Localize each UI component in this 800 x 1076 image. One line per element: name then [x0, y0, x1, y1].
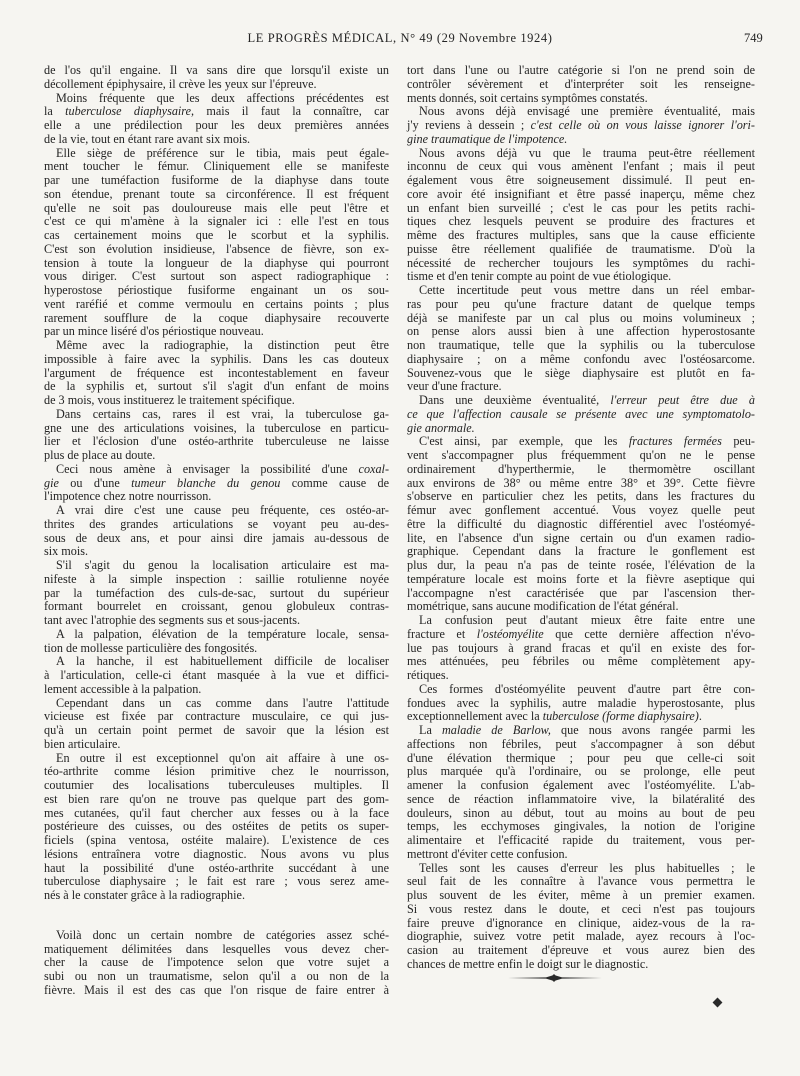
running-header: LE PROGRÈS MÉDICAL, N° 49 (29 Novembre 1924) [247, 31, 553, 45]
text-line: tension à toute la longueur de la diaphyse qui pourront [44, 255, 389, 270]
emphasis: l'erreur peut être due à [610, 393, 755, 407]
text-line: lite, en l'absence d'un signe certain ou d'un examen radio- [407, 530, 755, 545]
text-line: casion au traitement d'épreuve et vous aurez bien des [407, 943, 755, 957]
page-number: 749 [744, 31, 763, 45]
text-line: plus de place au doute. [44, 448, 156, 462]
text-line: thrites des grandes articulations se voyant peu au-des- [44, 516, 389, 531]
text-line: Nous avons déjà envisagé une première éventualité, mais [419, 104, 755, 119]
text-line: Cependant dans un cas comme dans l'autre l'attitude [56, 695, 389, 710]
text-line: sous de deux ans, et pour ainsi dire jamais au-dessous de [44, 530, 389, 545]
text-line [407, 394, 755, 408]
text-line [44, 463, 389, 477]
text-line: temps, les ecchymoses gingivales, la notion de l'origine [407, 819, 755, 834]
text-line: veur d'une fracture. [407, 379, 502, 394]
text-line: lier et l'éclosion d'une ostéo-arthrite tuberculeuse ne laisse [44, 434, 389, 449]
text-line: tant avec l'atrophie des segments sus et sous-jacents. [44, 613, 301, 627]
text-line [407, 422, 755, 436]
text-line: un enfant bien surveillé ; c'est le cas pour les petits rachi- [407, 200, 755, 215]
text-segment: exceptionnellement avec la [407, 709, 543, 724]
text-line: tion de mollesse particulière des fongosités. [44, 640, 258, 655]
text-segment: j'y reviens à dessein ; [407, 118, 531, 132]
paragraph [407, 614, 755, 683]
section-end-ornament [506, 973, 602, 983]
text-line: rétiques. [407, 668, 449, 682]
text-line: haut la possibilité d'une ostéo-arthrite succédant à une [44, 860, 389, 875]
text-segment: comme cause de [280, 475, 389, 490]
text-line [44, 477, 389, 491]
text-line: rarement soufflure de la coque diaphysaire recouverte [44, 310, 389, 325]
text-line: être la difficulté du diagnostic différentiel avec l'ostéomyé- [407, 516, 755, 531]
text-line: bien articulaire. [44, 736, 121, 751]
text-segment: la [44, 104, 66, 119]
text-line: affections non fébriles, peut s'accompagner à son début [407, 736, 755, 751]
text-line: Dans certains cas, rares il est vrai, la tuberculose ga- [56, 406, 389, 421]
emphasis: c'est celle où on vous laisse ignorer l'ori- [530, 118, 755, 132]
paragraph [407, 683, 755, 724]
text-line: même des fractures multiples, sans que la cause efficiente [407, 228, 755, 242]
text-line: sence de réaction inflammatoire vive, la bilatéralité des [407, 791, 755, 806]
text-line: plus souvent de les éviter, même à un premier examen. [407, 888, 755, 902]
text-line: nécessité de rechercher toujours les symptômes du rachi- [407, 255, 755, 270]
text-line: Telles sont les causes d'erreur les plus habituelles ; le [419, 860, 755, 875]
text-line: cas certainement moins que le scorbut et la syphilis. [44, 228, 389, 242]
text-line [44, 105, 389, 119]
text-segment: Dans une deuxième éventualité, [419, 393, 611, 407]
paragraph [407, 64, 755, 105]
paragraph [44, 463, 389, 504]
text-line: amener la confusion également avec l'ostéomyélite. L'ab- [407, 778, 755, 792]
paragraph [44, 559, 389, 628]
text-line: de la syphilis et, surtout s'il s'agit d'un enfant de moins [44, 379, 389, 394]
text-line: nifeste à la simple inspection : saillie rotulienne noyée [44, 571, 389, 586]
text-line: d'une élévation thermique ; pour peu que celle-ci soit [407, 750, 755, 765]
text-line: fièvre. Mais il est des cas que l'on risque de faire entrer à [44, 982, 389, 997]
text-line: Cette incertitude peut vous mettre dans un réel embar- [419, 283, 755, 297]
text-line: Souvenez-vous que le siège diaphysaire est plutôt en fa- [407, 365, 755, 380]
emphasis: gie [44, 475, 59, 490]
text-line: aux environs de 38° ou même entre 38° et 39°. Cette fièvre [407, 475, 755, 490]
text-line [407, 710, 755, 724]
text-line: tisme et d'en tenir compte au point de vue étiologique. [407, 269, 672, 284]
text-line: qu'elle ne soit pas douloureuse mais elle peut l'être et [44, 200, 389, 215]
text-line [407, 724, 755, 738]
text-line [407, 435, 755, 449]
emphasis: maladie de Barlow, [441, 723, 551, 737]
text-line: S'il s'agit du genou la localisation articulaire est ma- [56, 558, 389, 572]
paragraph [44, 504, 389, 559]
paragraph [407, 435, 755, 614]
text-line [407, 119, 755, 133]
text-line: téo-arthrite comme lésion primitive chez le nourrisson, [44, 764, 389, 779]
text-line: diaphysaire ; on a même confondu avec l'ostéosarcome. [407, 351, 755, 366]
text-line: non traumatique, telle que la syphilis ou la tuberculose [407, 338, 755, 352]
text-line: de l'os qu'il engaine. Il va sans dire que lorsqu'il existe un [44, 63, 389, 77]
text-line: cher la cause de l'impotence selon que votre sujet a [44, 955, 389, 970]
text-line: tuberculose diaphysaire ; le fait est rare ; vous serez ame- [44, 874, 389, 889]
text-line: nés à le constater grâce à la radiographie. [44, 888, 245, 902]
paragraph [407, 724, 755, 862]
text-line: six mois. [44, 544, 89, 559]
text-line: son étendue, prenant toute sa circonférence. Il est fréquent [44, 186, 389, 201]
text-line: s'observe en particulier chez les petits, dans les fractures du [407, 489, 755, 504]
diamond-mark [713, 998, 723, 1008]
text-line: Voilà donc un certain nombre de catégories assez sché- [56, 927, 389, 942]
text-line: Nous avons déjà vu que le trauma peut-être réellement [419, 145, 755, 160]
paragraph [44, 628, 389, 656]
text-line: ficiels (spina ventosa, ostéite malaire). L'existence de ces [44, 833, 389, 847]
text-line: matiquement délimitées dans lesquelles vous devez cher- [44, 941, 389, 956]
text-line: température locale est moins forte et la fièvre aseptique qui [407, 571, 755, 586]
text-line: impossible à faire avec la syphilis. Dans les cas douteux [44, 351, 389, 366]
text-line [407, 133, 755, 147]
text-line: ments donnés, soit certains symptômes constatés. [407, 90, 648, 105]
text-line: par la tuméfaction des culs-de-sac, surtout du supérieur [44, 585, 389, 600]
text-segment: La [419, 723, 442, 737]
text-line: Ces formes d'ostéomyélite peuvent d'autre part être con- [419, 681, 755, 696]
text-line: A la hanche, il est habituellement difficile de localiser [56, 654, 389, 669]
paragraph [44, 752, 389, 903]
text-line: douleurs, sinon au début, tout au moins au bout de peu [407, 805, 755, 820]
text-segment: C'est ainsi, par exemple, que les [419, 434, 629, 449]
paragraph [407, 862, 755, 972]
paragraph [407, 147, 755, 285]
text-segment: mais il faut la connaître, car [194, 104, 389, 119]
paragraph [44, 408, 389, 463]
paragraph [44, 92, 389, 147]
emphasis: tuberculose (forme diaphysaire) [542, 709, 699, 724]
text-line: Elle siège de préférence sur le tibia, mais peut égale- [56, 145, 389, 160]
text-line [407, 408, 755, 422]
text-line: l'impotence chez notre nourrisson. [44, 489, 212, 504]
text-segment: que cette dernière affection n'évo- [543, 626, 755, 641]
text-line: vicieuse est fixée par contracture musculaire, ce qui jus- [44, 709, 389, 724]
text-line: déjà se manifeste par un cal plus ou moins volumineux ; [407, 310, 755, 325]
emphasis: gine traumatique de l'impotence. [407, 131, 568, 146]
text-line: mes cutanées, qu'il faut chercher aux fesses ou à la face [44, 805, 389, 820]
text-line: plus dur, la peau n'a pas de teinte rosée, l'élévation de la [407, 558, 755, 572]
emphasis: fractures fermées [628, 434, 722, 449]
text-line: fémur avec gonflement accentué. Vous voyez quelle peut [407, 503, 755, 517]
text-line: contrôler sévèrement et d'interpréter soit les renseigne- [407, 76, 755, 91]
text-line: c'est ce qui m'amène à la signaler ici : elle l'est en tous [44, 214, 389, 229]
text-line: En outre il est exceptionnel qu'on ait affaire à une os- [56, 750, 389, 765]
text-line: qu'à un certain point permet de savoir que la lésion est [44, 723, 389, 737]
right-column [407, 64, 755, 972]
text-line: gne une des articulations voisines, la tuberculose en particu- [44, 420, 389, 435]
text-line: ras pour peu qu'une fracture datant de quelque temps [407, 296, 755, 311]
text-line: également vous être soigneusement dissimulé. Il peut en- [407, 173, 755, 187]
text-line: inconnu de ceux qui vous amènent l'enfant ; mais il peut [407, 159, 755, 174]
text-line: formant bourrelet en croissant, genou globuleux contras- [44, 599, 389, 614]
text-line: Même avec la radiographie, la distinction peut être [56, 338, 389, 352]
text-segment: . [698, 709, 702, 724]
text-line: l'argument de fréquence est incontestablement en faveur [44, 365, 389, 380]
text-line: lue pas toujours à grand fracas et qu'il en existe des for- [407, 640, 755, 655]
text-line: Moins fréquente que les deux affections précédentes est [56, 90, 389, 105]
emphasis: tuberculose diaphysaire, [65, 104, 195, 119]
text-line: de 3 mois, vous instituerez le traitement spécifique. [44, 393, 295, 407]
text-line: mes atténuées, peu fébriles ou même complètement apy- [407, 654, 755, 669]
paragraph [407, 394, 755, 435]
text-line: alimentaire et l'efficacité rapide du traitement, vous per- [407, 833, 755, 847]
emphasis: l'ostéomyélite [476, 626, 544, 641]
text-line: A vrai dire c'est une cause peu fréquente, ces ostéo-ar- [56, 503, 389, 517]
emphasis: coxal- [358, 461, 389, 476]
paragraph [407, 284, 755, 394]
text-line: subi ou non un traumatisme, selon qu'il a ou non de la [44, 969, 389, 983]
text-line: C'est son évolution insidieuse, l'absence de fièvre, son ex- [44, 241, 389, 256]
paragraph [44, 64, 389, 92]
emphasis: gie anormale. [407, 420, 475, 435]
left-column [44, 64, 389, 998]
text-line: core avoir été insignifiant et être passé inaperçu, même chez [407, 186, 755, 201]
text-line: seul fait de les connaître à l'avance vous permettra le [407, 874, 755, 889]
text-line: Si vous restez dans le doute, et ceci n'est pas toujours [407, 901, 755, 916]
paragraph [44, 655, 389, 696]
text-line: plus marquée qu'à l'ordinaire, ou se prolonge, elle peut [407, 764, 755, 779]
text-segment: peu- [721, 434, 755, 449]
text-line: coutumier des localisations tuberculeuses multiples. Il [44, 778, 389, 792]
text-line: ordinairement d'hyperthermie, le thermomètre oscillant [407, 461, 755, 476]
text-line: par une tuméfaction fusiforme de la diaphyse dans toute [44, 173, 389, 187]
text-line: faire preuve d'ignorance en clinique, aidez-vous de la ra- [407, 915, 755, 930]
text-line: ment toucher le fémur. Cliniquement elle se manifeste [44, 159, 389, 174]
text-line: lésions entraînera votre diagnostic. Nous avons vu plus [44, 846, 389, 861]
paragraph [407, 105, 755, 146]
text-line: tort dans l'une ou l'autre catégorie si l'on ne prend soin de [407, 63, 755, 77]
text-line: diographie, suivez votre petit malade, ayez recours à l'oc- [407, 929, 755, 944]
text-segment: ou d'une [58, 475, 132, 490]
text-line: on pense alors aussi bien à une affection hyperostosante [407, 324, 755, 339]
text-line: La confusion peut d'autant mieux être faite entre une [419, 613, 755, 627]
emphasis: ce que l'affection causale se présente avec une symptomatolo- [407, 406, 755, 421]
text-line: lement accessible à la palpation. [44, 681, 202, 696]
text-segment: Ceci nous amène à envisager la possibilité d'une [56, 461, 359, 476]
text-segment: fracture et [407, 626, 477, 641]
emphasis: tumeur blanche du genou [131, 475, 281, 490]
text-line: vous diriger. C'est surtout son aspect radiographique : [44, 269, 389, 284]
text-line: est bien rare qu'on ne trouve pas quelque part des gom- [44, 791, 389, 806]
text-line: postérieure des cuisses, ou des ostéites de petits os super- [44, 819, 389, 834]
text-line: graphique. Cependant dans la fracture le gonflement est [407, 544, 755, 559]
text-line: tiques chez lesquels peuvent se produire des fractures et [407, 214, 755, 229]
paragraph [44, 697, 389, 752]
text-line: fondues avec la syphilis, autre maladie hyperostosante, plus [407, 695, 755, 710]
text-line: A la palpation, élévation de la température locale, sensa- [56, 626, 389, 641]
text-line: par un mince liséré d'os périostique nouveau. [44, 324, 264, 339]
text-line: chances de mettre enfin le doigt sur le diagnostic. [407, 956, 649, 971]
paragraph [44, 147, 389, 340]
text-line: hyperostose périostique fusiforme engainant un os sou- [44, 283, 389, 297]
text-line: puisse être réellement qualifiée de traumatisme. D'où la [407, 241, 755, 256]
text-line: à l'articulation, celle-ci étant masquée à la vue et diffici- [44, 668, 389, 682]
paragraph [44, 929, 389, 998]
text-line: décollement épiphysaire, il crève les yeux sur l'épreuve. [44, 76, 317, 91]
text-line [407, 628, 755, 642]
text-line: l'accompagne n'est caractérisée que par l'ascension ther- [407, 585, 755, 600]
text-line: mométrique, sans aucune modification de l'état général. [407, 599, 679, 614]
text-line: vent s'accompagner plus fréquemment qu'on ne le pense [407, 448, 755, 462]
text-line: vent raréfié et comme vermoulu en certains points ; plus [44, 296, 389, 311]
text-line: de la vie, tout en étant rare avant six mois. [44, 131, 251, 146]
text-line: mettront d'éviter cette confusion. [407, 846, 568, 861]
text-segment: que nous avons rangée parmi les [550, 723, 755, 737]
paragraph [44, 339, 389, 408]
text-line: elle a une prédilection pour les deux premières années [44, 118, 389, 132]
